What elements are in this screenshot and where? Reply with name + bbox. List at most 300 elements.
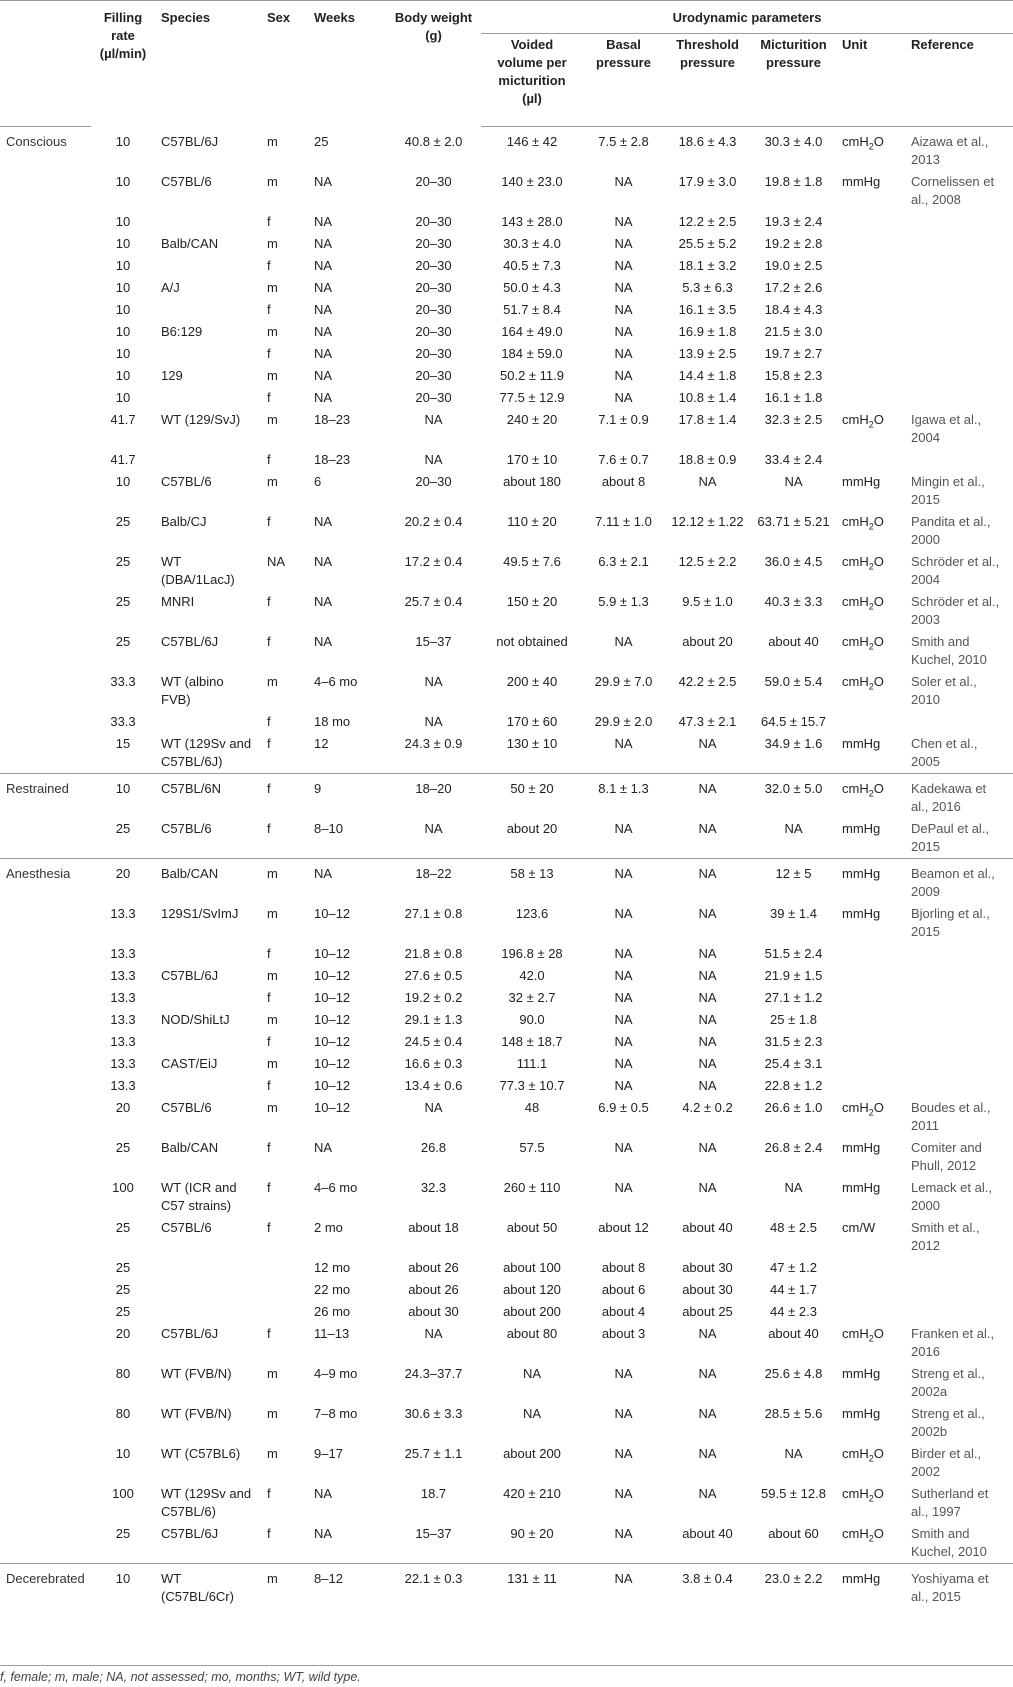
- table-row: [0, 211, 1013, 233]
- reference-cell: Beamon et al., 2009: [905, 859, 1013, 904]
- sex-cell: NA: [267, 554, 286, 569]
- group-cell: [0, 511, 91, 551]
- voided-volume-cell: about 50: [506, 1220, 558, 1235]
- basal-pressure-cell: NA: [614, 821, 633, 836]
- weeks-cell: 10–12: [314, 1034, 351, 1049]
- weeks-cell: 9–17: [314, 1446, 343, 1461]
- weeks-cell: NA: [314, 514, 333, 529]
- header-threshold-pressure: Threshold pressure: [664, 34, 751, 127]
- table-row: [0, 818, 1013, 859]
- threshold-pressure-cell: NA: [698, 1180, 717, 1195]
- species-cell: WT (DBA/1LacJ): [161, 554, 235, 587]
- unit-cell: cmH$_2$O: [842, 134, 884, 152]
- sex-cell: f: [267, 1078, 271, 1093]
- unit-cell: mmHg: [842, 736, 881, 751]
- micturition-pressure-cell: 44 ± 1.7: [770, 1282, 817, 1297]
- group-cell: [0, 1097, 91, 1137]
- filling-rate-cell: 15: [115, 736, 131, 751]
- header-body-weight: Body weight (g): [386, 1, 481, 127]
- micturition-pressure-cell: 36.0 ± 4.5: [764, 554, 823, 569]
- group-cell: Anesthesia: [0, 859, 91, 904]
- sex-cell: m: [267, 1012, 278, 1027]
- basal-pressure-cell: NA: [614, 390, 633, 405]
- reference-cell: Streng et al., 2002b: [911, 1406, 985, 1439]
- species-cell: WT (FVB/N): [161, 1406, 232, 1421]
- reference-cell: [905, 277, 1013, 299]
- filling-rate-cell: 13.3: [110, 1078, 136, 1093]
- sex-cell: f: [267, 821, 271, 836]
- micturition-pressure-cell: NA: [784, 821, 803, 836]
- reference-cell: Smith and Kuchel, 2010: [911, 1526, 987, 1559]
- threshold-pressure-cell: 9.5 ± 1.0: [682, 594, 733, 609]
- weeks-cell: NA: [314, 214, 333, 229]
- voided-volume-cell: 164 ± 49.0: [501, 324, 563, 339]
- body-weight-cell: 25.7 ± 1.1: [404, 1446, 463, 1461]
- threshold-pressure-cell: 47.3 ± 2.1: [678, 714, 737, 729]
- sex-cell: f: [267, 1034, 271, 1049]
- reference-cell: Smith and Kuchel, 2010: [911, 634, 987, 667]
- table-row: [0, 774, 1013, 819]
- basal-pressure-cell: NA: [614, 990, 633, 1005]
- filling-rate-cell: 80: [115, 1406, 131, 1421]
- voided-volume-cell: 90 ± 20: [510, 1526, 554, 1541]
- group-cell: [0, 631, 91, 671]
- sex-cell: f: [267, 990, 271, 1005]
- table-row: [0, 1137, 1013, 1177]
- voided-volume-cell: not obtained: [496, 634, 568, 649]
- body-weight-cell: 30.6 ± 3.3: [404, 1406, 463, 1421]
- reference-cell: Pandita et al., 2000: [911, 514, 991, 547]
- reference-cell: Lemack et al., 2000: [911, 1180, 992, 1213]
- voided-volume-cell: 40.5 ± 7.3: [503, 258, 561, 273]
- voided-volume-cell: 57.5: [519, 1140, 545, 1155]
- species-cell: WT (129Sv and C57BL/6): [161, 1486, 252, 1519]
- subscript: 2: [868, 141, 874, 152]
- sex-cell: f: [267, 634, 271, 649]
- unit-cell: cm/W: [842, 1220, 876, 1235]
- group-cell: [0, 903, 91, 943]
- voided-volume-cell: 123.6: [515, 906, 549, 921]
- reference-cell: DePaul et al., 2015: [911, 821, 990, 854]
- micturition-pressure-cell: 64.5 ± 15.7: [761, 714, 826, 729]
- subscript: 2: [868, 788, 874, 799]
- reference-cell: Bjorling et al., 2015: [911, 906, 990, 939]
- weeks-cell: NA: [314, 368, 333, 383]
- reference-cell: Igawa et al., 2004: [911, 412, 982, 445]
- reference-cell: [905, 1053, 1013, 1075]
- filling-rate-cell: 13.3: [110, 946, 136, 961]
- species-cell: C57BL/6: [161, 1100, 212, 1115]
- threshold-pressure-cell: NA: [698, 821, 717, 836]
- species-cell: C57BL/6: [161, 174, 212, 189]
- subscript: 2: [868, 641, 874, 652]
- reference-cell: Franken et al., 2016: [911, 1326, 995, 1359]
- table-row: [0, 1075, 1013, 1097]
- species-cell: [155, 1279, 261, 1301]
- sex-cell: m: [267, 412, 278, 427]
- voided-volume-cell: 49.5 ± 7.6: [503, 554, 561, 569]
- filling-rate-cell: 10: [115, 280, 131, 295]
- reference-cell: [905, 233, 1013, 255]
- table-row: [0, 299, 1013, 321]
- table-row: [0, 591, 1013, 631]
- filling-rate-cell: 20: [115, 1326, 131, 1341]
- weeks-cell: 18–23: [314, 452, 351, 467]
- unit-cell: mmHg: [842, 1366, 881, 1381]
- voided-volume-cell: 50.2 ± 11.9: [500, 368, 564, 383]
- table-row: [0, 409, 1013, 449]
- sex-cell: m: [267, 368, 278, 383]
- body-weight-cell: 20–30: [415, 474, 452, 489]
- species-cell: [155, 255, 261, 277]
- group-cell: Conscious: [6, 134, 67, 149]
- filling-rate-cell: 10: [115, 474, 131, 489]
- micturition-pressure-cell: 59.5 ± 12.8: [761, 1486, 826, 1501]
- filling-rate-cell: 13.3: [110, 1056, 136, 1071]
- body-weight-cell: NA: [424, 1100, 443, 1115]
- basal-pressure-cell: NA: [614, 1526, 633, 1541]
- weeks-cell: NA: [314, 258, 333, 273]
- group-cell: [0, 409, 91, 449]
- sex-cell: m: [267, 474, 278, 489]
- threshold-pressure-cell: 4.2 ± 0.2: [682, 1100, 733, 1115]
- table-row: [0, 1031, 1013, 1053]
- body-weight-cell: 25.7 ± 0.4: [404, 594, 463, 609]
- sex-cell: f: [267, 214, 271, 229]
- group-cell: [0, 818, 91, 859]
- voided-volume-cell: 148 ± 18.7: [501, 1034, 563, 1049]
- sex-cell: m: [267, 1446, 278, 1461]
- micturition-pressure-cell: 21.9 ± 1.5: [764, 968, 823, 983]
- voided-volume-cell: 30.3 ± 4.0: [503, 236, 561, 251]
- filling-rate-cell: 33.3: [110, 714, 136, 729]
- table-row: [0, 965, 1013, 987]
- micturition-pressure-cell: 40.3 ± 3.3: [764, 594, 823, 609]
- table-row: [0, 1279, 1013, 1301]
- body-weight-cell: 27.6 ± 0.5: [404, 968, 463, 983]
- weeks-cell: NA: [314, 390, 333, 405]
- voided-volume-cell: about 80: [506, 1326, 558, 1341]
- basal-pressure-cell: NA: [614, 1446, 633, 1461]
- unit-cell: mmHg: [842, 821, 881, 836]
- group-cell: [0, 551, 91, 591]
- micturition-pressure-cell: 47 ± 1.2: [770, 1260, 817, 1275]
- table-row: [0, 471, 1013, 511]
- weeks-cell: NA: [308, 859, 386, 904]
- micturition-pressure-cell: 26.8 ± 2.4: [764, 1140, 823, 1155]
- species-cell: [155, 1031, 261, 1053]
- micturition-pressure-cell: 48 ± 2.5: [770, 1220, 817, 1235]
- threshold-pressure-cell: NA: [698, 1366, 717, 1381]
- unit-cell: cmH$_2$O: [842, 594, 884, 612]
- table-row: [0, 551, 1013, 591]
- group-cell: [0, 449, 91, 471]
- body-weight-cell: about 26: [408, 1260, 459, 1275]
- basal-pressure-cell: NA: [614, 906, 633, 921]
- unit-cell: [836, 965, 905, 987]
- unit-cell: cmH$_2$O: [842, 1446, 884, 1464]
- basal-pressure-cell: NA: [614, 1034, 633, 1049]
- species-cell: C57BL/6: [161, 821, 212, 836]
- basal-pressure-cell: NA: [614, 946, 633, 961]
- sex-cell: f: [267, 346, 271, 361]
- sex-cell: m: [267, 968, 278, 983]
- threshold-pressure-cell: 25.5 ± 5.2: [678, 236, 737, 251]
- species-cell: Balb/CAN: [161, 236, 219, 251]
- unit-cell: cmH$_2$O: [842, 412, 884, 430]
- reference-cell: [905, 1075, 1013, 1097]
- reference-cell: Kadekawa et al., 2016: [905, 774, 1013, 819]
- weeks-cell: 25: [314, 133, 329, 149]
- micturition-pressure-cell: 51.5 ± 2.4: [764, 946, 823, 961]
- reference-cell: Streng et al., 2002a: [911, 1366, 985, 1399]
- basal-pressure-cell: 6.9 ± 0.5: [598, 1100, 649, 1115]
- voided-volume-cell: 196.8 ± 28: [501, 946, 563, 961]
- species-cell: [155, 1257, 261, 1279]
- subscript: 2: [868, 419, 874, 430]
- species-cell: WT (129/SvJ): [161, 412, 241, 427]
- unit-cell: [836, 711, 905, 733]
- table-row: [0, 1053, 1013, 1075]
- reference-cell: [905, 1031, 1013, 1053]
- sex-cell: f: [267, 1140, 271, 1155]
- group-cell: [0, 343, 91, 365]
- group-cell: [0, 299, 91, 321]
- species-cell: Balb/CAN: [155, 859, 261, 904]
- micturition-pressure-cell: 18.4 ± 4.3: [764, 302, 823, 317]
- sex-cell: m: [267, 1100, 278, 1115]
- threshold-pressure-cell: 12.5 ± 2.2: [678, 554, 737, 569]
- unit-cell: cmH$_2$O: [842, 554, 884, 572]
- unit-cell: [836, 1053, 905, 1075]
- weeks-cell: 18 mo: [314, 714, 351, 729]
- threshold-pressure-cell: 18.1 ± 3.2: [678, 258, 737, 273]
- subscript: 2: [868, 1493, 874, 1504]
- table-row: [0, 671, 1013, 711]
- table-row: [0, 255, 1013, 277]
- basal-pressure-cell: NA: [614, 1180, 633, 1195]
- species-cell: C57BL/6J: [161, 634, 219, 649]
- unit-cell: cmH$_2$O: [842, 514, 884, 532]
- unit-cell: [836, 299, 905, 321]
- weeks-cell: NA: [314, 302, 333, 317]
- body-weight-cell: 26.8: [420, 1140, 447, 1155]
- weeks-cell: 10–12: [314, 990, 351, 1005]
- sex-cell: f: [267, 946, 271, 961]
- filling-rate-cell: 13.3: [110, 906, 136, 921]
- reference-cell: [905, 449, 1013, 471]
- filling-rate-cell: 13.3: [110, 990, 136, 1005]
- species-cell: MNRI: [161, 594, 195, 609]
- threshold-pressure-cell: 12.12 ± 1.22: [671, 514, 744, 529]
- table-row: [0, 987, 1013, 1009]
- table-row: [0, 449, 1013, 471]
- weeks-cell: 10–12: [314, 946, 351, 961]
- filling-rate-cell: 33.3: [110, 674, 136, 689]
- body-weight-cell: 13.4 ± 0.6: [404, 1078, 463, 1093]
- table-row: [0, 1097, 1013, 1137]
- unit-cell: [836, 343, 905, 365]
- unit-cell: mmHg: [842, 906, 881, 921]
- species-cell: C57BL/6J: [161, 1326, 219, 1341]
- voided-volume-cell: 77.3 ± 10.7: [499, 1078, 565, 1093]
- species-cell: [155, 299, 261, 321]
- sex-cell: f: [267, 594, 271, 609]
- species-cell: CAST/EiJ: [161, 1056, 218, 1071]
- table-row: [0, 1483, 1013, 1523]
- filling-rate-cell: 13.3: [110, 1034, 136, 1049]
- body-weight-cell: 21.8 ± 0.8: [404, 946, 463, 961]
- basal-pressure-cell: NA: [614, 1078, 633, 1093]
- micturition-pressure-cell: 23.0 ± 2.2: [751, 1564, 836, 1609]
- micturition-pressure-cell: NA: [784, 474, 803, 489]
- basal-pressure-cell: NA: [614, 368, 633, 383]
- basal-pressure-cell: NA: [614, 324, 633, 339]
- group-cell: [0, 1279, 91, 1301]
- filling-rate-cell: 25: [115, 1526, 131, 1541]
- group-cell: [0, 387, 91, 409]
- sex-cell: f: [267, 302, 271, 317]
- weeks-cell: 22 mo: [314, 1282, 351, 1297]
- weeks-cell: 11–13: [314, 1326, 350, 1341]
- group-cell: [0, 733, 91, 774]
- table-body: [0, 127, 1013, 1609]
- weeks-cell: 10–12: [314, 906, 351, 921]
- unit-cell: [836, 387, 905, 409]
- body-weight-cell: 18–20: [386, 774, 481, 819]
- basal-pressure-cell: about 12: [598, 1220, 649, 1235]
- table-row: [0, 1009, 1013, 1031]
- basal-pressure-cell: NA: [614, 1056, 633, 1071]
- body-weight-cell: 22.1 ± 0.3: [386, 1564, 481, 1609]
- basal-pressure-cell: 8.1 ± 1.3: [583, 774, 664, 819]
- table-row: [0, 1443, 1013, 1483]
- body-weight-cell: 20–30: [415, 214, 452, 229]
- filling-rate-cell: 80: [115, 1366, 131, 1381]
- header-filling-rate: Filling rate (µl/min): [91, 1, 155, 127]
- sex-cell: m: [267, 1406, 278, 1421]
- species-cell: WT (FVB/N): [161, 1366, 232, 1381]
- reference-cell: Mingin et al., 2015: [911, 474, 985, 507]
- group-cell: [0, 711, 91, 733]
- unit-cell: [836, 365, 905, 387]
- body-weight-cell: about 30: [408, 1304, 459, 1319]
- micturition-pressure-cell: 26.6 ± 1.0: [764, 1100, 823, 1115]
- voided-volume-cell: NA: [522, 1406, 542, 1421]
- micturition-pressure-cell: 19.0 ± 2.5: [764, 258, 823, 273]
- body-weight-cell: 20–30: [415, 390, 452, 405]
- threshold-pressure-cell: about 40: [682, 1526, 733, 1541]
- threshold-pressure-cell: NA: [698, 1034, 717, 1049]
- threshold-pressure-cell: 18.6 ± 4.3: [678, 134, 737, 149]
- header-sex: Sex: [261, 1, 308, 127]
- unit-cell: [836, 321, 905, 343]
- weeks-cell: NA: [314, 174, 333, 189]
- basal-pressure-cell: NA: [614, 174, 633, 189]
- sex-cell: f: [267, 390, 271, 405]
- threshold-pressure-cell: about 20: [682, 634, 733, 649]
- group-cell: [0, 1523, 91, 1564]
- voided-volume-cell: 32 ± 2.7: [508, 990, 556, 1005]
- filling-rate-cell: 10: [115, 133, 131, 149]
- weeks-cell: NA: [314, 554, 333, 569]
- unit-cell: cmH$_2$O: [836, 774, 905, 819]
- table-row: [0, 365, 1013, 387]
- voided-volume-cell: 111.1: [516, 1056, 548, 1071]
- species-cell: C57BL/6: [161, 1220, 212, 1235]
- group-cell: [0, 1053, 91, 1075]
- filling-rate-cell: 100: [112, 1486, 134, 1501]
- threshold-pressure-cell: about 30: [682, 1282, 733, 1297]
- basal-pressure-cell: NA: [614, 236, 633, 251]
- weeks-cell: NA: [314, 1486, 333, 1501]
- basal-pressure-cell: about 8: [601, 474, 646, 489]
- body-weight-cell: 20–30: [415, 174, 452, 189]
- reference-cell: [905, 321, 1013, 343]
- unit-cell: mmHg: [836, 1564, 905, 1609]
- species-cell: [155, 987, 261, 1009]
- sex-cell: m: [267, 133, 278, 149]
- voided-volume-cell: about 200: [503, 1304, 561, 1319]
- micturition-pressure-cell: 16.1 ± 1.8: [764, 390, 823, 405]
- weeks-cell: 4–9 mo: [314, 1366, 358, 1381]
- threshold-pressure-cell: NA: [698, 968, 717, 983]
- unit-cell: cmH$_2$O: [842, 634, 884, 652]
- reference-cell: Aizawa et al., 2013: [911, 134, 989, 167]
- sex-cell: f: [267, 1486, 271, 1501]
- subscript: 2: [868, 521, 874, 532]
- weeks-cell: NA: [314, 594, 333, 609]
- header-species: Species: [155, 1, 261, 127]
- micturition-pressure-cell: 32.0 ± 5.0: [751, 774, 836, 819]
- reference-cell: [905, 987, 1013, 1009]
- basal-pressure-cell: NA: [614, 1012, 633, 1027]
- voided-volume-cell: 143 ± 28.0: [501, 214, 563, 229]
- table-row: [0, 943, 1013, 965]
- unit-cell: mmHg: [842, 474, 881, 489]
- basal-pressure-cell: NA: [583, 1564, 664, 1609]
- sex-cell: m: [267, 280, 278, 295]
- threshold-pressure-cell: 12.2 ± 2.5: [678, 214, 737, 229]
- weeks-cell: 10–12: [314, 1056, 351, 1071]
- voided-volume-cell: 51.7 ± 8.4: [503, 302, 561, 317]
- group-cell: [0, 591, 91, 631]
- reference-cell: [905, 211, 1013, 233]
- unit-cell: [836, 1009, 905, 1031]
- header-reference: Reference: [905, 34, 1013, 127]
- weeks-cell: 26 mo: [314, 1304, 351, 1319]
- basal-pressure-cell: NA: [614, 1366, 633, 1381]
- body-weight-cell: 27.1 ± 0.8: [404, 906, 463, 921]
- voided-volume-cell: 77.5 ± 12.9: [499, 390, 565, 405]
- voided-volume-cell: about 100: [503, 1260, 561, 1275]
- table-row: [0, 903, 1013, 943]
- basal-pressure-cell: 5.9 ± 1.3: [598, 594, 649, 609]
- group-cell: [0, 965, 91, 987]
- group-cell: [0, 171, 91, 211]
- table-row: [0, 733, 1013, 774]
- voided-volume-cell: NA: [522, 1366, 542, 1381]
- micturition-pressure-cell: about 40: [768, 1326, 819, 1341]
- basal-pressure-cell: 29.9 ± 2.0: [594, 714, 653, 729]
- basal-pressure-cell: NA: [614, 1486, 633, 1501]
- body-weight-cell: 20–30: [415, 280, 452, 295]
- voided-volume-cell: 420 ± 210: [503, 1486, 561, 1501]
- body-weight-cell: NA: [424, 714, 443, 729]
- subscript: 2: [868, 601, 874, 612]
- threshold-pressure-cell: 10.8 ± 1.4: [678, 390, 737, 405]
- voided-volume-cell: 260 ± 110: [503, 1180, 561, 1195]
